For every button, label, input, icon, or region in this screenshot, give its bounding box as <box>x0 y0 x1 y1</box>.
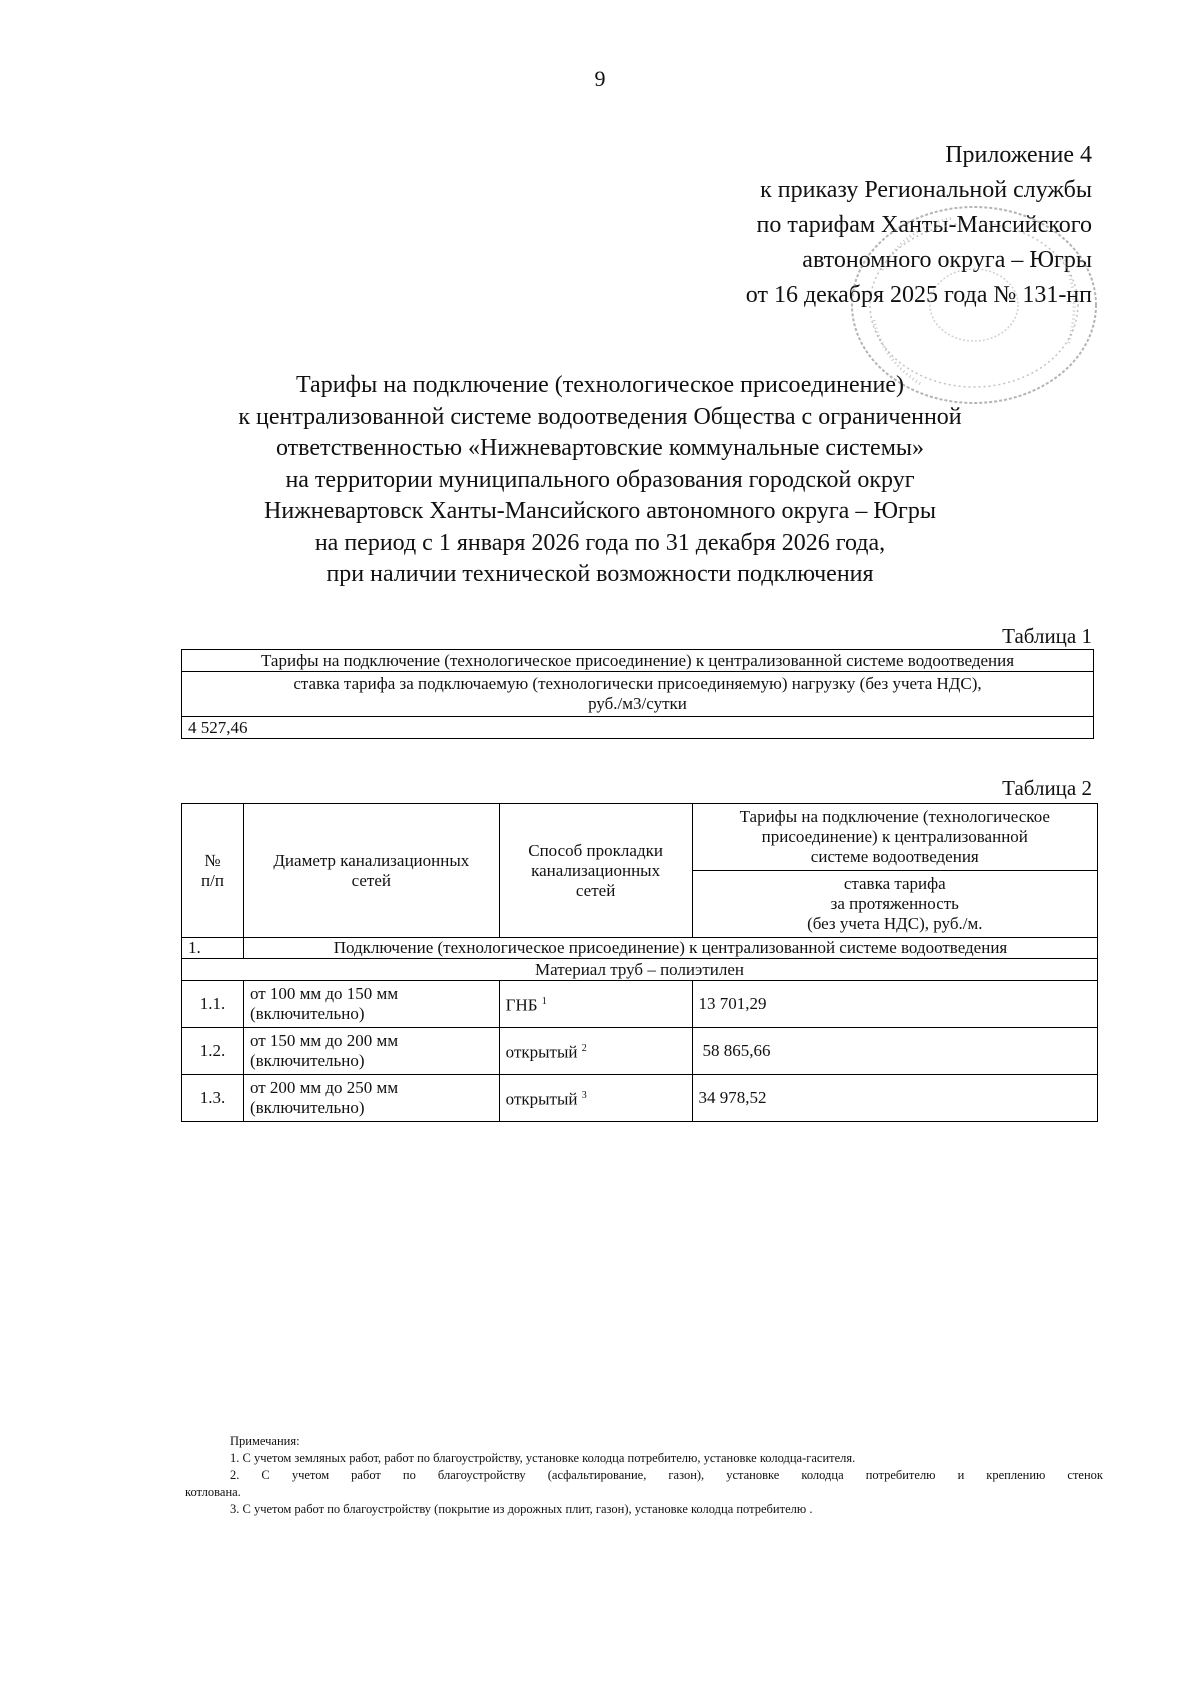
header-line: (без учета НДС), руб./м. <box>807 914 983 933</box>
table1-subheader <box>182 672 1094 717</box>
table-row <box>182 1075 1098 1122</box>
title-line: Нижневартовск Ханты-Мансийского автономного округа – Югры <box>264 498 936 524</box>
table2-header-rate <box>692 871 1097 938</box>
header-line: Диаметр канализационных <box>273 850 470 870</box>
material-label: Материал труб – полиэтилен <box>182 959 1098 981</box>
table1-header: Тарифы на подключение (технологическое присоединение) к централизованной системе водоотведения <box>182 650 1094 672</box>
diameter-line: (включительно) <box>249 1051 365 1070</box>
method-label: открытый <box>505 1042 578 1062</box>
footnote-ref: 1 <box>541 996 547 1008</box>
appendix-line: автономного округа – Югры <box>802 247 1092 273</box>
appendix-line: от 16 декабря 2025 года № 131-нп <box>745 282 1092 308</box>
note-item-continuation: котлована. <box>185 1485 241 1499</box>
table2 <box>181 803 1098 1122</box>
header-line: за протяженность <box>830 894 959 913</box>
row-rate: 58 865,66 <box>692 1028 1097 1075</box>
title-line: на период с 1 января 2026 года по 31 декабря 2026 года, <box>314 529 886 556</box>
table1-subheader-row <box>182 672 1094 717</box>
note-item: 1. С учетом земляных работ, работ по благоустройству, установке колодца потребителю, установке колодца-гасителя. <box>230 1451 856 1465</box>
table1-value-row <box>182 717 1094 739</box>
title-line: при наличии технической возможности подключения <box>326 561 874 587</box>
table2-header-diameter <box>243 804 499 938</box>
row-num: 1.3. <box>182 1075 244 1122</box>
table2-material-row <box>182 959 1098 981</box>
notes <box>185 1433 1103 1518</box>
section-num: 1. <box>182 938 244 959</box>
note-item: 3. С учетом работ по благоустройству (покрытие из дорожных плит, газон), установке колодца потребителю . <box>230 1502 813 1516</box>
table2-caption: Таблица 2 <box>1002 776 1092 800</box>
diameter-line: от 150 мм до 200 мм <box>249 1031 399 1050</box>
header-line: присоединение) к централизованной <box>761 827 1028 846</box>
appendix-line: по тарифам Ханты-Мансийского <box>756 212 1092 238</box>
row-method <box>499 1028 692 1075</box>
header-line: ставка тарифа <box>843 874 946 893</box>
row-method <box>499 1075 692 1122</box>
method-label: ГНБ <box>505 995 538 1015</box>
table1 <box>181 649 1094 739</box>
header-line: п/п <box>201 870 224 890</box>
title-line: на территории муниципального образования городской округ <box>285 466 915 493</box>
header-line: сетей <box>351 870 391 890</box>
header-line: Тарифы на подключение (технологическое <box>739 807 1050 826</box>
title-line: Тарифы на подключение (технологическое присоединение) <box>295 372 905 398</box>
title-line: к централизованной системе водоотведения Общества с ограниченной <box>238 403 962 430</box>
appendix-line: Приложение 4 <box>945 142 1092 168</box>
header-line: сетей <box>575 880 616 900</box>
table2-header-tariff-group <box>692 804 1097 871</box>
method-label: открытый <box>505 1089 578 1109</box>
row-num: 1.1. <box>182 981 244 1028</box>
row-method <box>499 981 692 1028</box>
header-line: № <box>204 850 221 870</box>
table-row <box>182 981 1098 1028</box>
table2-header-row <box>182 804 1098 871</box>
header-line: канализационных <box>531 860 661 880</box>
footnote-ref: 2 <box>581 1043 587 1055</box>
table-row <box>182 1028 1098 1075</box>
section-label: Подключение (технологическое присоединение) к централизованной системе водоотведения <box>243 938 1097 959</box>
row-diameter <box>243 1028 499 1075</box>
table1-caption: Таблица 1 <box>1002 624 1092 648</box>
notes-heading: Примечания: <box>230 1434 300 1448</box>
table2-section-row <box>182 938 1098 959</box>
header-line: системе водоотведения <box>810 847 979 866</box>
row-rate: 34 978,52 <box>692 1075 1097 1122</box>
diameter-line: (включительно) <box>249 1098 365 1117</box>
row-rate: 13 701,29 <box>692 981 1097 1028</box>
footnote-ref: 3 <box>581 1090 587 1102</box>
note-item: 2. С учетом работ по благоустройству (асфальтирование, газон), установке колодца потребителю и креплению стенок <box>230 1468 1103 1482</box>
table2-header-num <box>182 804 244 938</box>
table1-value: 4 527,46 <box>182 717 1094 739</box>
table2-header-method <box>499 804 692 938</box>
row-num: 1.2. <box>182 1028 244 1075</box>
table1-subheader-line: руб./м3/сутки <box>588 694 687 713</box>
diameter-line: (включительно) <box>249 1004 365 1023</box>
header-line: Способ прокладки <box>528 840 663 860</box>
diameter-line: от 200 мм до 250 мм <box>249 1078 399 1097</box>
row-diameter <box>243 1075 499 1122</box>
page-number: 9 <box>594 66 606 91</box>
title-line: ответственностью «Нижневартовские коммунальные системы» <box>275 435 925 461</box>
diameter-line: от 100 мм до 150 мм <box>249 984 399 1003</box>
table1-subheader-line: ставка тарифа за подключаемую (технологически присоединяемую) нагрузку (без учета НДС), <box>293 674 982 693</box>
row-diameter <box>243 981 499 1028</box>
document-title <box>0 370 1200 591</box>
appendix-line: к приказу Региональной службы <box>760 177 1092 203</box>
table1-header-row <box>182 650 1094 672</box>
